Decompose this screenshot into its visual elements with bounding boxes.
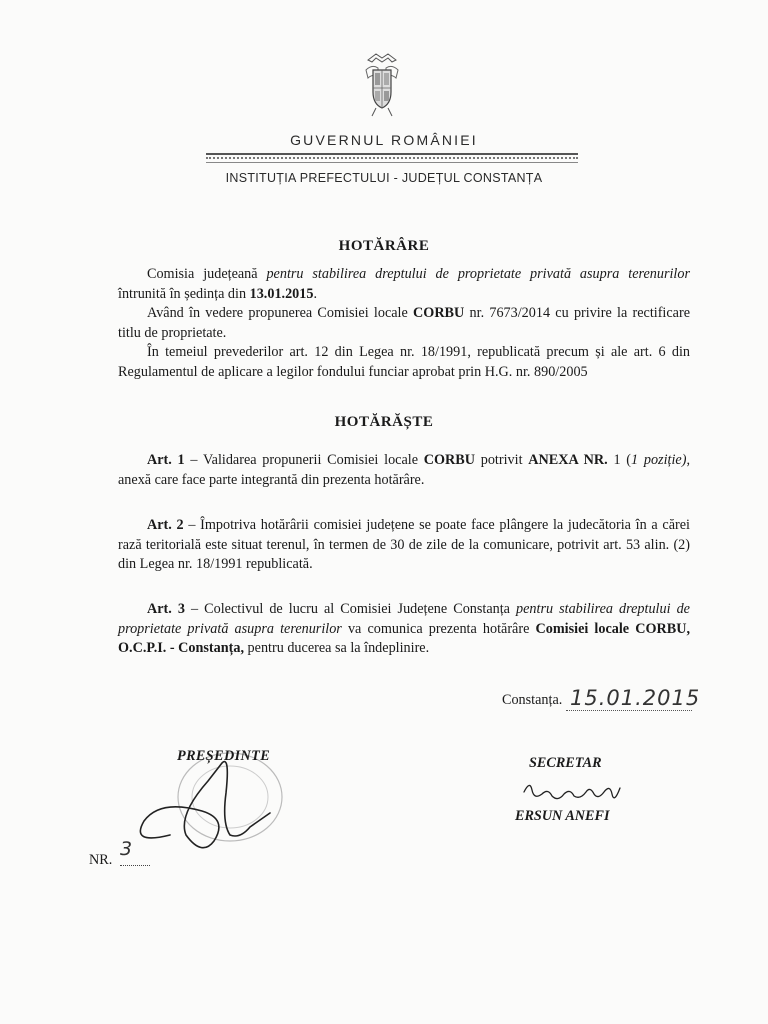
- institution-title: INSTITUȚIA PREFECTULUI - JUDEȚUL CONSTANȚA: [225, 171, 543, 185]
- coat-of-arms-icon: [362, 52, 402, 118]
- article-1: Art. 1 – Validarea propunerii Comisiei locale CORBU potrivit ANEXA NR. 1 (1 poziție), anexă care face parte integrantă din prezenta hotărâre.: [118, 452, 690, 488]
- decision-heading: HOTĂRĂȘTE: [334, 414, 434, 430]
- article-3: Art. 3 – Colectivul de lucru al Comisiei Județene Constanța pentru stabilirea dreptului de proprietate privată asupra terenurilor va comunica prezenta hotărâre Comisiei locale CORBU, O.C.P.I. - Constanța, pentru ducerea sa la îndeplinire.: [118, 601, 690, 657]
- president-label: PREȘEDINTE: [177, 748, 271, 764]
- date-dotted-line: [566, 710, 692, 711]
- header-rule-thin: [206, 162, 578, 163]
- number-value: 3: [120, 838, 133, 860]
- preamble-paragraph-1: Comisia județeană pentru stabilirea dreptului de proprietate privată asupra terenurilor întrunită în ședința din 13.01.2015.: [118, 266, 690, 302]
- secretary-label: SECRETAR: [529, 755, 602, 771]
- article-2: Art. 2 – Împotriva hotărârii comisiei județene se poate face plângere la judecătoria în a cărei rază teritorială este situat terenul, în termen de 30 de zile de la comunicare, potrivit art. 53 alin. (2) din Legea nr. 18/1991 republicată.: [118, 517, 690, 573]
- preamble-paragraph-2: Având în vedere propunerea Comisiei locale CORBU nr. 7673/2014 cu privire la rectificare titlu de proprietate.: [118, 305, 690, 341]
- place-label: Constanța.: [502, 692, 563, 708]
- secretary-signature: [520, 778, 630, 806]
- handwritten-date: 15.01.2015: [570, 686, 701, 710]
- header-rule: [206, 153, 578, 155]
- government-title: GUVERNUL ROMÂNIEI: [290, 132, 478, 148]
- preamble: [118, 265, 690, 383]
- preamble-paragraph-3: În temeiul prevederilor art. 12 din Legea nr. 18/1991, republicată precum și ale art. 6 din Regulamentul de aplicare a legilor fondului funciar aprobat prin H.G. nr. 890/2005: [118, 344, 690, 380]
- number-label: NR.: [89, 852, 113, 868]
- secretary-name: ERSUN ANEFI: [515, 808, 610, 824]
- document-title: HOTĂRÂRE: [338, 238, 430, 254]
- header-rule-dotted: [206, 157, 578, 159]
- number-dotted-line: [120, 865, 150, 866]
